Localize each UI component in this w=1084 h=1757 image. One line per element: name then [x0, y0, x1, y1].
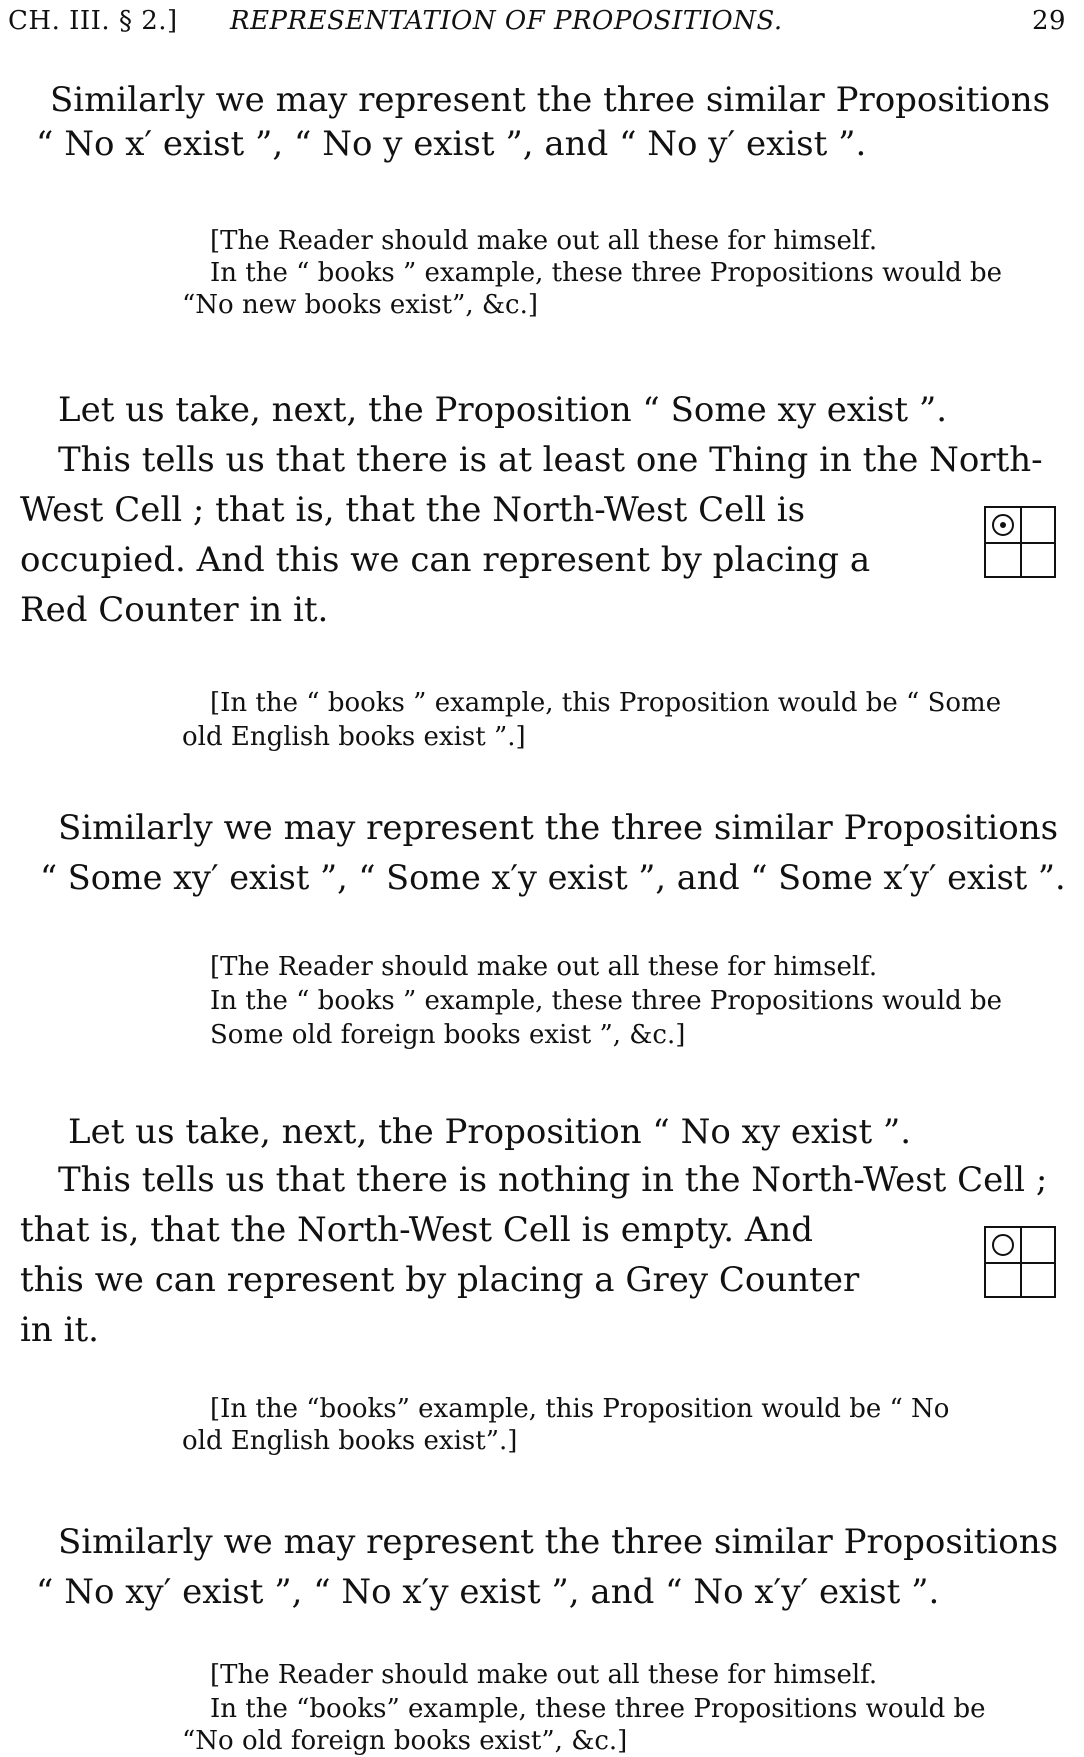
cell-diagram-empty: [984, 1226, 1056, 1298]
para-2-line-5: Red Counter in it.: [20, 590, 329, 630]
para-2-line-2: This tells us that there is at least one Thing in the North-: [58, 440, 1043, 480]
note-5-line-2: In the “books” example, these three Propositions would be: [210, 1694, 986, 1724]
note-1-line-1: [The Reader should make out all these for himself.: [210, 226, 878, 256]
para-1-line-1: Similarly we may represent the three similar Propositions: [50, 80, 1051, 120]
para-4-line-3: that is, that the North-West Cell is empty. And: [20, 1210, 814, 1250]
para-2-line-4: occupied. And this we can represent by placing a: [20, 540, 871, 580]
running-head-title: REPRESENTATION OF PROPOSITIONS.: [230, 6, 783, 36]
note-5-line-3: “No old foreign books exist”, &c.]: [182, 1726, 628, 1756]
para-4-line-5: in it.: [20, 1310, 99, 1350]
para-4-line-1: Let us take, next, the Proposition “ No xy exist ”.: [68, 1112, 912, 1152]
note-3-line-3: Some old foreign books exist ”, &c.]: [210, 1020, 686, 1050]
para-2-line-3: West Cell ; that is, that the North-West Cell is: [20, 490, 806, 530]
note-2-line-1: [In the “ books ” example, this Proposition would be “ Some: [210, 688, 1002, 718]
para-3-line-1: Similarly we may represent the three similar Propositions: [58, 808, 1059, 848]
note-3-line-2: In the “ books ” example, these three Propositions would be: [210, 986, 1003, 1016]
note-4-line-1: [In the “books” example, this Proposition would be “ No: [210, 1394, 950, 1424]
para-3-line-2: “ Some xy′ exist ”, “ Some x′y exist ”, and “ Some x′y′ exist ”.: [40, 858, 1066, 897]
red-counter-icon: [992, 514, 1014, 536]
para-4-line-4: this we can represent by placing a Grey Counter: [20, 1260, 860, 1300]
para-4-line-2: This tells us that there is nothing in the North-West Cell ;: [58, 1160, 1048, 1200]
note-5-line-1: [The Reader should make out all these for himself.: [210, 1660, 878, 1690]
running-head-section: CH. III. § 2.]: [8, 6, 178, 36]
cell-diagram-occupied: [984, 506, 1056, 578]
note-4-line-2: old English books exist”.]: [182, 1426, 518, 1456]
para-5-line-2: “ No xy′ exist ”, “ No x′y exist ”, and “ No x′y′ exist ”.: [36, 1572, 940, 1612]
page-number: 29: [1032, 6, 1067, 36]
note-1-line-2: In the “ books ” example, these three Propositions would be: [210, 258, 1003, 288]
note-3-line-1: [The Reader should make out all these for himself.: [210, 952, 878, 982]
note-1-line-3: “No new books exist”, &c.]: [182, 290, 539, 320]
para-2-line-1: Let us take, next, the Proposition “ Some xy exist ”.: [58, 390, 948, 430]
para-5-line-1: Similarly we may represent the three similar Propositions: [58, 1522, 1059, 1562]
grey-counter-icon: [992, 1234, 1014, 1256]
para-1-line-2: “ No x′ exist ”, “ No y exist ”, and “ No y′ exist ”.: [36, 124, 867, 164]
note-2-line-2: old English books exist ”.]: [182, 722, 526, 752]
